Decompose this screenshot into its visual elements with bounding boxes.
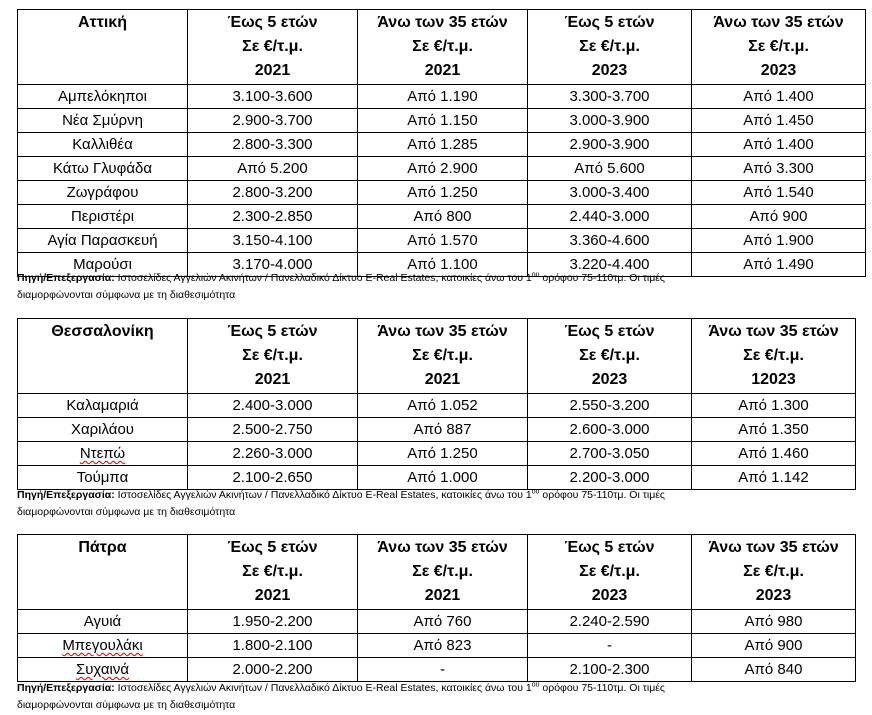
table-row	[18, 85, 866, 109]
price-cell: 2.300-2.850	[188, 205, 358, 229]
price-cell: Από 5.600	[528, 157, 692, 181]
column-header: Άνω των 35 ετών Σε €/τ.μ. 12023	[692, 319, 856, 394]
area-name-cell: Χαριλάου	[18, 418, 188, 442]
price-cell: 2.600-3.000	[528, 418, 692, 442]
price-cell: Από 1.400	[692, 133, 866, 157]
price-cell: Από 1.300	[692, 394, 856, 418]
price-table-patras	[17, 534, 856, 682]
price-cell: 2.200-3.000	[528, 466, 692, 490]
price-cell: Από 3.300	[692, 157, 866, 181]
table-header-row	[18, 535, 856, 610]
price-cell: 2.800-3.300	[188, 133, 358, 157]
column-header: Άνω των 35 ετών Σε €/τ.μ. 2023	[692, 10, 866, 85]
price-cell: Από 1.450	[692, 109, 866, 133]
price-cell: Από 1.150	[358, 109, 528, 133]
price-cell: 1.950-2.200	[188, 610, 358, 634]
price-cell: Από 1.190	[358, 85, 528, 109]
area-name-cell: Αμπελόκηποι	[18, 85, 188, 109]
price-cell: 2.240-2.590	[528, 610, 692, 634]
price-cell: Από 1.570	[358, 229, 528, 253]
table-header-row	[18, 319, 856, 394]
column-header: Έως 5 ετών Σε €/τ.μ. 2023	[528, 535, 692, 610]
price-cell: Από 1.540	[692, 181, 866, 205]
area-name-cell	[18, 634, 188, 658]
table-row	[18, 109, 866, 133]
price-cell: 2.440-3.000	[528, 205, 692, 229]
area-name-cell: Νέα Σμύρνη	[18, 109, 188, 133]
column-header: Έως 5 ετών Σε €/τ.μ. 2023	[528, 319, 692, 394]
city-heading: Αττική	[18, 10, 188, 85]
price-cell: 3.000-3.900	[528, 109, 692, 133]
area-name-cell	[18, 442, 188, 466]
column-header: Έως 5 ετών Σε €/τ.μ. 2021	[188, 10, 358, 85]
price-cell: 2.400-3.000	[188, 394, 358, 418]
column-header: Άνω των 35 ετών Σε €/τ.μ. 2021	[358, 10, 528, 85]
table-row	[18, 466, 856, 490]
price-cell: Από 823	[358, 634, 528, 658]
table-row	[18, 133, 866, 157]
price-cell: 2.500-2.750	[188, 418, 358, 442]
price-cell: Από 887	[358, 418, 528, 442]
price-cell: 2.100-2.300	[528, 658, 692, 682]
table-row	[18, 205, 866, 229]
price-cell: Από 1.250	[358, 181, 528, 205]
price-cell: Από 5.200	[188, 157, 358, 181]
source-note: Πηγή/Επεξεργασία: Ιστοσελίδες Αγγελιών Ακινήτων / Πανελλαδικό Δίκτυο E-Real Estates, κατοικίες άνω του $1^{o\upsilon}$ ορόφου 75-110τμ. Οι τιμές διαμορφώνονται σύμφωνα με τη διαθεσιμότητα	[17, 681, 665, 711]
price-cell: 3.220-4.400	[528, 253, 692, 277]
price-cell: 2.800-3.200	[188, 181, 358, 205]
price-cell: 2.100-2.650	[188, 466, 358, 490]
source-note: Πηγή/Επεξεργασία: Ιστοσελίδες Αγγελιών Ακινήτων / Πανελλαδικό Δίκτυο E-Real Estates, κατοικίες άνω του $1^{o\upsilon}$ ορόφου 75-110τμ. Οι τιμές διαμορφώνονται σύμφωνα με τη διαθεσιμότητα	[17, 271, 665, 301]
price-cell: 3.300-3.700	[528, 85, 692, 109]
price-cell: Από 1.142	[692, 466, 856, 490]
price-cell: Από 800	[358, 205, 528, 229]
price-cell: 2.550-3.200	[528, 394, 692, 418]
price-cell: 2.000-2.200	[188, 658, 358, 682]
price-cell: Από 760	[358, 610, 528, 634]
column-header: Άνω των 35 ετών Σε €/τ.μ. 2021	[358, 319, 528, 394]
price-cell: Από 2.900	[358, 157, 528, 181]
area-name-cell: Καλλιθέα	[18, 133, 188, 157]
price-cell: -	[358, 658, 528, 682]
price-cell: 3.000-3.400	[528, 181, 692, 205]
source-note: Πηγή/Επεξεργασία: Ιστοσελίδες Αγγελιών Ακινήτων / Πανελλαδικό Δίκτυο E-Real Estates, κατοικίες άνω του $1^{o\upsilon}$ ορόφου 75-110τμ. Οι τιμές διαμορφώνονται σύμφωνα με τη διαθεσιμότητα	[17, 488, 665, 518]
column-header: Άνω των 35 ετών Σε €/τ.μ. 2021	[358, 535, 528, 610]
price-cell: 2.900-3.700	[188, 109, 358, 133]
price-cell: 2.900-3.900	[528, 133, 692, 157]
area-name-cell	[18, 658, 188, 682]
price-cell: 2.700-3.050	[528, 442, 692, 466]
table-header-row	[18, 10, 866, 85]
price-cell: Από 1.900	[692, 229, 866, 253]
column-header: Άνω των 35 ετών Σε €/τ.μ. 2023	[692, 535, 856, 610]
price-cell: Από 1.250	[358, 442, 528, 466]
price-cell: Από 900	[692, 634, 856, 658]
area-name-cell: Τούμπα	[18, 466, 188, 490]
city-heading: Πάτρα	[18, 535, 188, 610]
price-cell: Από 1.400	[692, 85, 866, 109]
area-name-cell: Κάτω Γλυφάδα	[18, 157, 188, 181]
table-row	[18, 157, 866, 181]
table-row	[18, 229, 866, 253]
area-name-cell: Αγυιά	[18, 610, 188, 634]
price-cell: Από 1.350	[692, 418, 856, 442]
column-header: Έως 5 ετών Σε €/τ.μ. 2023	[528, 10, 692, 85]
column-header: Έως 5 ετών Σε €/τ.μ. 2021	[188, 535, 358, 610]
area-name-cell: Περιστέρι	[18, 205, 188, 229]
price-table-thessaloniki	[17, 318, 856, 490]
price-cell: Από 1.285	[358, 133, 528, 157]
table-row	[18, 634, 856, 658]
price-cell: 1.800-2.100	[188, 634, 358, 658]
table-row	[18, 418, 856, 442]
price-cell: 2.260-3.000	[188, 442, 358, 466]
price-cell: Από 900	[692, 205, 866, 229]
price-cell: 3.170-4.000	[188, 253, 358, 277]
table-row	[18, 658, 856, 682]
price-cell: Από 840	[692, 658, 856, 682]
column-header: Έως 5 ετών Σε €/τ.μ. 2021	[188, 319, 358, 394]
area-name-cell: Μαρούσι	[18, 253, 188, 277]
price-cell: 3.360-4.600	[528, 229, 692, 253]
table-row	[18, 181, 866, 205]
price-cell: Από 1.052	[358, 394, 528, 418]
price-cell: Από 1.490	[692, 253, 866, 277]
price-cell: Από 1.100	[358, 253, 528, 277]
price-cell: Από 1.460	[692, 442, 856, 466]
area-name-cell: Αγία Παρασκευή	[18, 229, 188, 253]
city-heading: Θεσσαλονίκη	[18, 319, 188, 394]
area-name: Συχαινά	[75, 661, 130, 678]
price-cell: 3.100-3.600	[188, 85, 358, 109]
price-table-attica	[17, 9, 866, 277]
price-cell: 3.150-4.100	[188, 229, 358, 253]
price-cell: -	[528, 634, 692, 658]
area-name: Μπεγουλάκι	[62, 637, 143, 654]
area-name-cell: Καλαμαριά	[18, 394, 188, 418]
price-cell: Από 980	[692, 610, 856, 634]
table-row	[18, 610, 856, 634]
area-name: Ντεπώ	[79, 445, 126, 462]
table-row	[18, 442, 856, 466]
area-name-cell: Ζωγράφου	[18, 181, 188, 205]
price-cell: Από 1.000	[358, 466, 528, 490]
table-row	[18, 394, 856, 418]
